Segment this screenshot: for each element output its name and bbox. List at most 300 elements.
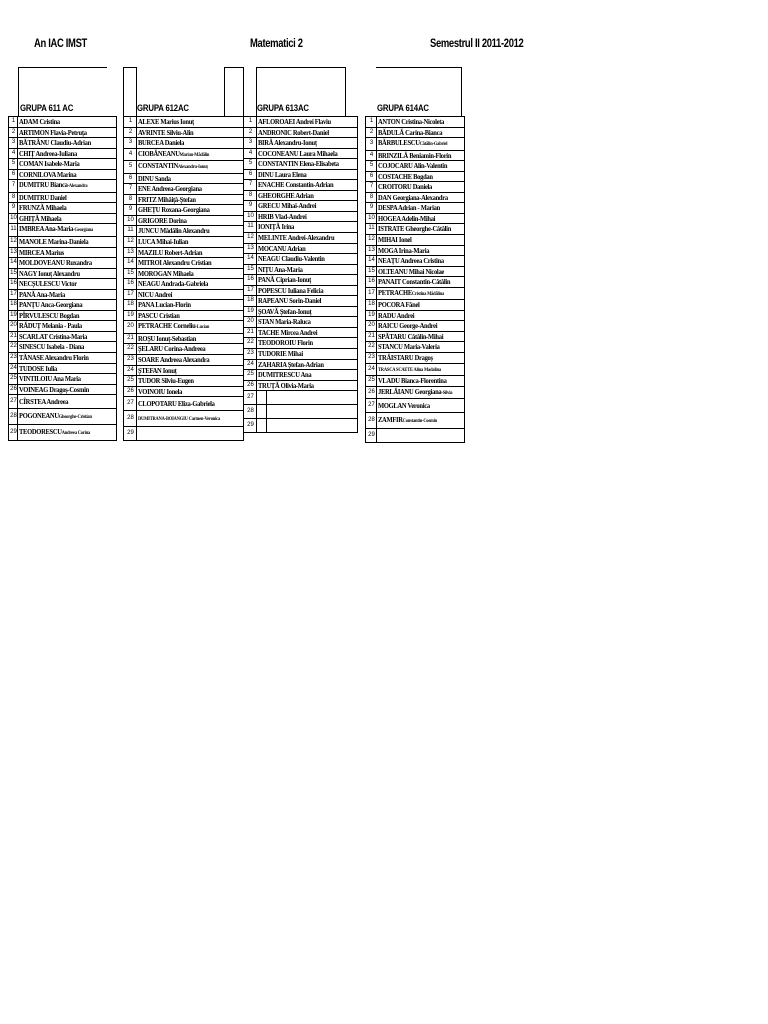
row-number: 1 xyxy=(244,117,257,128)
row-number: 9 xyxy=(124,205,137,216)
row-number: 27 xyxy=(366,399,377,413)
table-row xyxy=(124,268,244,279)
student-name-suffix: DUMITRANA-BOIANGIU Carmen-Veronica xyxy=(138,416,221,423)
student-name-text: STAN Maria-Raluca xyxy=(258,317,311,327)
row-number: 26 xyxy=(124,386,137,397)
table-row xyxy=(124,289,244,300)
row-number: 21 xyxy=(366,331,377,342)
table-row xyxy=(124,205,244,216)
table-row xyxy=(9,237,117,248)
student-name-text: DUMITRU Bianca xyxy=(19,180,68,190)
row-number: 22 xyxy=(366,342,377,353)
frame-line xyxy=(18,67,107,68)
table-row xyxy=(9,159,117,170)
table-row xyxy=(9,180,117,193)
table-row xyxy=(366,321,465,332)
row-number: 25 xyxy=(244,370,257,381)
table-row xyxy=(9,363,117,374)
row-number: 3 xyxy=(244,138,257,149)
table-row xyxy=(244,296,358,307)
table-row xyxy=(366,192,465,203)
row-number: 22 xyxy=(9,342,18,353)
student-name-text: VOINOIU Ionela xyxy=(138,386,183,396)
student-name xyxy=(18,169,117,180)
student-name-text: PANĂ Ana-Maria xyxy=(19,289,65,299)
student-name-suffix: -Alexandra xyxy=(67,183,88,190)
student-name-text: MAZILU Robert-Adrian xyxy=(138,247,203,257)
table-row xyxy=(124,310,244,321)
student-name-text: VOINEAG Dragoș-Cosmin xyxy=(19,384,89,394)
table-row xyxy=(366,363,465,376)
student-name-text: COCONEANU Laura Mihaela xyxy=(258,148,338,158)
table-row xyxy=(366,353,465,364)
student-name xyxy=(18,289,117,300)
student-name-text: TEODORESCU xyxy=(19,427,62,437)
row-number: 1 xyxy=(366,117,377,128)
student-name-suffix: Marian-Mădălin xyxy=(179,151,210,158)
row-number: 27 xyxy=(124,397,137,411)
row-number: 15 xyxy=(366,266,377,277)
row-number: 8 xyxy=(124,194,137,205)
student-name xyxy=(137,365,244,376)
student-name-text: TACHE Mircea Andrei xyxy=(258,327,318,337)
student-name-text: PANAIT Constantin-Cătălin xyxy=(378,277,451,287)
table-row xyxy=(366,342,465,353)
student-name-text: GRECU Mihai-Andrei xyxy=(258,201,317,211)
student-name-text: MOLDOVEANU Ruxandra xyxy=(19,258,92,268)
row-number: 19 xyxy=(124,310,137,321)
row-number: 21 xyxy=(244,327,257,338)
student-name xyxy=(257,285,358,296)
table-row xyxy=(9,213,117,224)
student-name xyxy=(267,391,358,405)
group-table-613 xyxy=(243,116,358,433)
student-name xyxy=(137,397,244,411)
student-name xyxy=(137,386,244,397)
row-number: 5 xyxy=(9,159,18,170)
student-name-text: PANA Lucian-Florin xyxy=(138,300,191,310)
row-number: 23 xyxy=(124,355,137,366)
student-name xyxy=(18,395,117,409)
table-row xyxy=(124,138,244,149)
student-name-text: RAICU George-Andrei xyxy=(378,321,438,331)
row-number: 11 xyxy=(244,222,257,233)
student-name-text: HOGEA Adelin-Mihai xyxy=(378,213,436,223)
row-number: 18 xyxy=(366,300,377,311)
student-name-text: MITROI Alexandru Cristian xyxy=(138,258,212,268)
student-name xyxy=(377,235,465,246)
row-number: 19 xyxy=(244,306,257,317)
student-name-text: GHEȚU Roxana-Georgiana xyxy=(138,205,210,215)
table-row xyxy=(124,321,244,334)
student-name-suffix: -Silvia xyxy=(441,389,453,396)
student-name xyxy=(257,190,358,201)
student-name-text: MANOLE Marina-Daniela xyxy=(19,237,89,247)
student-name-text: VINTILOIU Ana Maria xyxy=(19,374,81,384)
student-name-text: GHEORGHE Adrian xyxy=(258,190,314,200)
student-name xyxy=(257,211,358,222)
table-row xyxy=(366,235,465,246)
table-row xyxy=(244,169,358,180)
row-number: 12 xyxy=(124,237,137,248)
row-number: 22 xyxy=(244,338,257,349)
student-name xyxy=(18,384,117,395)
row-number: 7 xyxy=(366,182,377,193)
table-row xyxy=(124,427,244,441)
table-row xyxy=(124,386,244,397)
student-name xyxy=(18,268,117,279)
table-row xyxy=(366,224,465,235)
student-name-text: CÎRSTEA Andreea xyxy=(19,397,69,407)
row-number: 28 xyxy=(124,411,137,427)
student-name-text: GRIGORE Dorina xyxy=(138,215,187,225)
student-name-text: BĂTRÂNU Claudiu-Adrian xyxy=(19,138,91,148)
frame-line xyxy=(224,67,225,117)
table-row xyxy=(124,355,244,366)
student-name xyxy=(18,300,117,311)
frame-line xyxy=(224,67,244,68)
student-name-text: BRINZILĂ Beniamin-Florin xyxy=(378,150,452,160)
row-number: 8 xyxy=(366,192,377,203)
student-name xyxy=(137,138,244,149)
row-number: 11 xyxy=(124,226,137,237)
table-row xyxy=(9,331,117,342)
table-row xyxy=(244,264,358,275)
student-name xyxy=(257,127,358,138)
student-name-suffix: Cătălin-Gabriel xyxy=(419,141,448,148)
row-number: 24 xyxy=(124,365,137,376)
student-name-suffix: -Georgiana xyxy=(73,227,94,234)
table-row xyxy=(244,180,358,191)
student-name-text: POCORA Fănel xyxy=(378,300,420,310)
student-name xyxy=(377,386,465,399)
table-row xyxy=(9,384,117,395)
table-row xyxy=(9,148,117,159)
student-name-text: CHIȚ Andreea-Iuliana xyxy=(19,148,77,158)
table-row xyxy=(9,127,117,138)
student-name xyxy=(137,226,244,237)
student-name xyxy=(18,363,117,374)
student-name-text: DESPA Adrian - Marian xyxy=(378,203,440,213)
student-name xyxy=(257,349,358,360)
row-number: 16 xyxy=(124,279,137,290)
student-name xyxy=(18,409,117,425)
student-name xyxy=(18,237,117,248)
table-row xyxy=(244,306,358,317)
student-name-text: NAGY Ionuț Alexandru xyxy=(19,268,80,278)
row-number: 19 xyxy=(366,310,377,321)
table-row xyxy=(9,258,117,269)
row-number: 26 xyxy=(9,384,18,395)
row-number: 29 xyxy=(124,427,137,441)
table-row xyxy=(124,184,244,195)
table-row xyxy=(244,327,358,338)
student-name-text: CONSTANTIN xyxy=(138,161,179,171)
student-name xyxy=(257,254,358,265)
row-number: 13 xyxy=(366,245,377,256)
student-name xyxy=(137,289,244,300)
student-name-text: PÎRVULESCU Bogdan xyxy=(19,310,80,320)
row-number: 23 xyxy=(9,353,18,364)
student-name xyxy=(257,264,358,275)
student-name-suffix: Alexandru-Ionuț xyxy=(178,164,208,171)
student-name xyxy=(137,344,244,355)
student-name xyxy=(377,321,465,332)
student-name xyxy=(18,117,117,128)
student-name xyxy=(137,310,244,321)
table-row xyxy=(366,429,465,443)
student-name-text: NEAȚU Andreea Cristina xyxy=(378,256,444,266)
table-row xyxy=(9,289,117,300)
student-name xyxy=(18,148,117,159)
table-row xyxy=(366,245,465,256)
row-number: 23 xyxy=(244,349,257,360)
student-name xyxy=(257,380,358,391)
student-name-text: COJOCARU Alin-Valentin xyxy=(378,161,448,171)
student-name xyxy=(18,321,117,332)
table-row xyxy=(366,203,465,214)
student-name xyxy=(18,310,117,321)
student-name-suffix: Gheorghe-Cristian xyxy=(58,414,92,421)
student-name-text: ALEXE Marius Ionuț xyxy=(138,117,194,126)
table-row xyxy=(366,171,465,182)
student-name xyxy=(137,194,244,205)
student-name xyxy=(257,222,358,233)
row-number: 16 xyxy=(244,275,257,286)
student-name-text: MIRCEA Marius xyxy=(19,247,64,257)
student-name-text: ENACHE Constantin-Adrian xyxy=(258,180,334,190)
student-name xyxy=(18,353,117,364)
frame-line xyxy=(123,67,136,68)
row-number: 1 xyxy=(124,117,137,128)
table-row xyxy=(124,365,244,376)
table-row xyxy=(9,117,117,128)
table-row xyxy=(244,211,358,222)
row-number: 14 xyxy=(366,256,377,267)
student-name-text: FRUNZĂ Mihaela xyxy=(19,203,67,213)
student-name-text: DINU Laura Elena xyxy=(258,169,307,179)
row-number: 12 xyxy=(244,233,257,244)
table-row xyxy=(124,127,244,138)
row-number: 29 xyxy=(244,419,257,433)
student-name-text: PANȚU Anca-Georgiana xyxy=(19,300,83,310)
row-number: 20 xyxy=(244,317,257,328)
table-row xyxy=(9,192,117,203)
student-name xyxy=(377,150,465,161)
row-number: 27 xyxy=(244,391,257,405)
row-number: 7 xyxy=(9,180,18,193)
student-name-text: POGONEANU xyxy=(19,411,59,421)
student-name xyxy=(377,331,465,342)
table-row xyxy=(366,399,465,413)
table-row xyxy=(366,150,465,161)
row-number: 2 xyxy=(9,127,18,138)
student-name xyxy=(18,425,117,441)
table-row xyxy=(244,190,358,201)
row-number: 22 xyxy=(124,344,137,355)
student-name-text: BĂRBULESCU xyxy=(378,138,420,148)
table-row xyxy=(244,380,358,391)
student-name-text: MOROGAN Mihaela xyxy=(138,268,194,278)
table-row xyxy=(124,333,244,344)
row-number: 20 xyxy=(9,321,18,332)
table-row xyxy=(9,409,117,425)
student-name xyxy=(267,419,358,433)
table-row xyxy=(366,413,465,429)
row-number: 3 xyxy=(366,138,377,151)
student-name xyxy=(257,148,358,159)
table-row xyxy=(366,138,465,151)
student-name-text: NIȚU Ana-Maria xyxy=(258,264,303,274)
table-row xyxy=(9,374,117,385)
row-number: 7 xyxy=(244,180,257,191)
student-name xyxy=(18,224,117,237)
row-number: 24 xyxy=(366,363,377,376)
table-row xyxy=(9,247,117,258)
student-name xyxy=(377,399,465,413)
student-name-text: ANTON Cristina-Nicoleta xyxy=(378,117,445,126)
student-name xyxy=(18,127,117,138)
row-number: 10 xyxy=(124,215,137,226)
student-name-text: SCARLAT Cristina-Maria xyxy=(19,331,88,341)
frame-line xyxy=(256,67,345,68)
table-row xyxy=(244,127,358,138)
row-number: 29 xyxy=(9,425,18,441)
table-row xyxy=(366,310,465,321)
student-name-text: TUDORIE Mihai xyxy=(258,349,303,359)
student-name xyxy=(18,180,117,193)
student-name-text: DINU Sanda xyxy=(138,173,171,183)
table-row xyxy=(124,226,244,237)
row-number: 28 xyxy=(9,409,18,425)
table-row xyxy=(9,353,117,364)
table-row xyxy=(244,349,358,360)
row-number: 2 xyxy=(244,127,257,138)
row-number: 20 xyxy=(124,321,137,334)
student-name xyxy=(137,258,244,269)
row-number: 5 xyxy=(244,159,257,170)
row-number: 4 xyxy=(9,148,18,159)
empty-cell xyxy=(257,405,267,419)
student-name-text: FRITZ Mihăiță-Ștefan xyxy=(138,194,196,204)
table-row xyxy=(244,275,358,286)
row-number: 9 xyxy=(244,201,257,212)
row-number: 17 xyxy=(244,285,257,296)
student-name xyxy=(377,182,465,193)
row-number: 8 xyxy=(9,192,18,203)
row-number: 28 xyxy=(366,413,377,429)
student-name xyxy=(18,374,117,385)
row-number: 18 xyxy=(124,300,137,311)
row-number: 17 xyxy=(9,289,18,300)
student-name xyxy=(18,138,117,149)
table-row xyxy=(244,159,358,170)
student-name-text: ȘELARU Corina-Andreea xyxy=(138,344,206,354)
frame-line xyxy=(345,67,346,117)
student-name xyxy=(377,192,465,203)
table-row xyxy=(366,376,465,387)
student-name-text: BIRĂ Alexandru-Ionuț xyxy=(258,138,317,148)
frame-line xyxy=(376,67,461,68)
student-name-suffix: Andreea Corina xyxy=(61,430,91,437)
student-name-text: RADU Andrei xyxy=(378,310,415,320)
row-number: 16 xyxy=(366,277,377,288)
student-name-text: NEAGU Andrada-Gabriela xyxy=(138,279,209,289)
table-row xyxy=(124,300,244,311)
student-name xyxy=(257,138,358,149)
student-name-text: JUNCU Mădălin Alexandru xyxy=(138,226,210,236)
row-number: 2 xyxy=(366,127,377,138)
row-number: 16 xyxy=(9,279,18,290)
row-number: 6 xyxy=(244,169,257,180)
student-name xyxy=(377,300,465,311)
student-name-text: BĂDULĂ Carina-Bianca xyxy=(378,127,443,137)
frame-line xyxy=(461,67,462,117)
student-name-text: SINESCU Isabela - Diana xyxy=(19,342,85,352)
table-row xyxy=(244,317,358,328)
student-name-text: ADAM Cristina xyxy=(19,117,60,126)
row-number: 21 xyxy=(124,333,137,344)
table-row xyxy=(9,279,117,290)
student-name-text: POPESCU Iuliana Felicia xyxy=(258,285,324,295)
row-number: 1 xyxy=(9,117,18,128)
student-name xyxy=(377,353,465,364)
row-number: 6 xyxy=(9,169,18,180)
student-name xyxy=(377,413,465,429)
student-name xyxy=(18,192,117,203)
row-number: 8 xyxy=(244,190,257,201)
student-name xyxy=(257,117,358,128)
student-name xyxy=(257,327,358,338)
row-number: 13 xyxy=(244,243,257,254)
table-row xyxy=(244,138,358,149)
row-number: 11 xyxy=(366,224,377,235)
student-name xyxy=(377,342,465,353)
table-row xyxy=(9,300,117,311)
row-number: 10 xyxy=(244,211,257,222)
row-number: 5 xyxy=(124,161,137,174)
row-number: 7 xyxy=(124,184,137,195)
row-number: 21 xyxy=(9,331,18,342)
row-number: 6 xyxy=(366,171,377,182)
student-name-text: CLOPOTARU Eliza-Gabriela xyxy=(138,399,215,409)
student-name-text: TRĂISTARU Dragoș xyxy=(378,353,433,363)
student-name xyxy=(257,233,358,244)
student-name-text: SPĂTARU Cătălin-Mihai xyxy=(378,331,444,341)
student-name-text: NECȘULESCU Victor xyxy=(19,279,77,289)
student-name-text: IONIȚĂ Irina xyxy=(258,222,295,232)
table-row xyxy=(366,300,465,311)
table-row xyxy=(366,117,465,128)
student-name xyxy=(137,247,244,258)
table-row xyxy=(244,419,358,433)
table-row xyxy=(124,148,244,161)
student-name xyxy=(257,296,358,307)
student-name xyxy=(377,171,465,182)
row-number: 14 xyxy=(244,254,257,265)
student-name-text: TUDOSE Iulia xyxy=(19,363,57,373)
table-row xyxy=(366,182,465,193)
row-number: 11 xyxy=(9,224,18,237)
student-name-text: OLTEANU Mihai Nicolae xyxy=(378,266,445,276)
row-number: 12 xyxy=(366,235,377,246)
student-name-text: MOGA Irina-Maria xyxy=(378,245,430,255)
row-number: 26 xyxy=(244,380,257,391)
student-name xyxy=(137,411,244,427)
table-row xyxy=(124,411,244,427)
student-name xyxy=(377,363,465,376)
student-name xyxy=(257,338,358,349)
